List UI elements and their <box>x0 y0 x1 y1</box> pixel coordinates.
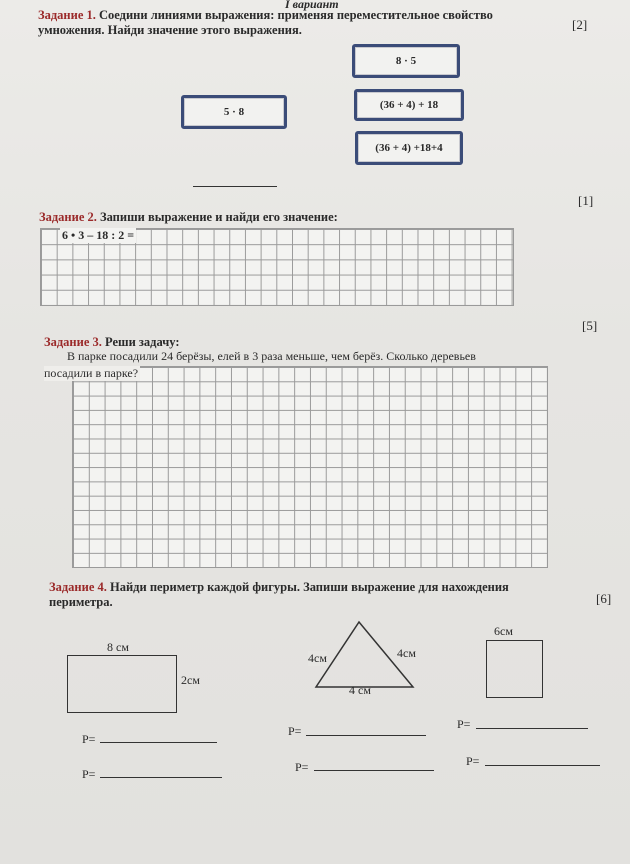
task4-score: [6] <box>596 591 612 606</box>
task4-text-line2: периметра. <box>49 595 113 609</box>
variant-title: I вариант <box>285 0 339 11</box>
task4-heading <box>49 580 594 610</box>
task3-problem-line1: В парке посадили 24 берёзы, елей в 3 раза меньше, чем берёз. Сколько деревьев <box>67 349 476 363</box>
perimeter-label-sq-2: Р= <box>466 754 480 768</box>
perimeter-label-tri-2: Р= <box>295 760 309 774</box>
task3-problem-line2: посадили в парке? <box>44 366 139 380</box>
task2-text: Запиши выражение и найди его значение: <box>100 210 338 224</box>
task1-label: Задание 1. <box>38 8 96 22</box>
triangle-base-label: 4 см <box>349 683 371 697</box>
expression-box-right-3[interactable]: (36 + 4) +18+4 <box>355 131 463 165</box>
task2-expression: 6 • 3 – 18 : 2 = <box>62 228 135 242</box>
task2-score: [1] <box>578 193 594 208</box>
perimeter-answer-rect-1[interactable] <box>100 742 217 743</box>
triangle-right-label: 4см <box>397 646 416 660</box>
perimeter-answer-rect-2[interactable] <box>100 777 222 778</box>
perimeter-label-rect-2: Р= <box>82 767 96 781</box>
rectangle-width-label: 8 см <box>107 640 129 654</box>
task1-text-line2: умножения. Найди значение этого выражения. <box>38 23 302 37</box>
expression-box-right-2[interactable]: (36 + 4) + 18 <box>354 89 464 121</box>
expression-box-right-1[interactable]: 8 · 5 <box>352 44 460 78</box>
expression-box-left[interactable]: 5 · 8 <box>181 95 287 129</box>
perimeter-answer-tri-1[interactable] <box>306 735 426 736</box>
square-figure <box>486 640 543 698</box>
task3-label: Задание 3. <box>44 335 102 349</box>
rectangle-figure <box>67 655 177 713</box>
perimeter-answer-sq-2[interactable] <box>485 765 600 766</box>
perimeter-answer-sq-1[interactable] <box>476 728 588 729</box>
perimeter-label-tri-1: Р= <box>288 724 302 738</box>
task3-answer-grid[interactable] <box>72 366 548 568</box>
triangle-left-label: 4см <box>308 651 327 665</box>
task1-score: [2] <box>572 17 588 32</box>
task4-text-line1: Найди периметр каждой фигуры. Запиши выражение для нахождения <box>110 580 509 594</box>
task3-heading <box>44 335 180 350</box>
rectangle-height-label: 2см <box>181 673 200 687</box>
task1-answer-line[interactable] <box>193 186 277 187</box>
perimeter-label-sq-1: Р= <box>457 717 471 731</box>
task2-heading <box>39 210 338 225</box>
task2-label: Задание 2. <box>39 210 97 224</box>
task3-text: Реши задачу: <box>105 335 180 349</box>
task1-text-line1: Соедини линиями выражения: применяя переместительное свойство <box>99 8 493 22</box>
task3-score: [5] <box>582 318 598 333</box>
perimeter-answer-tri-2[interactable] <box>314 770 434 771</box>
square-side-label: 6см <box>494 624 513 638</box>
task1-heading <box>38 8 558 38</box>
task4-label: Задание 4. <box>49 580 107 594</box>
perimeter-label-rect-1: Р= <box>82 732 96 746</box>
